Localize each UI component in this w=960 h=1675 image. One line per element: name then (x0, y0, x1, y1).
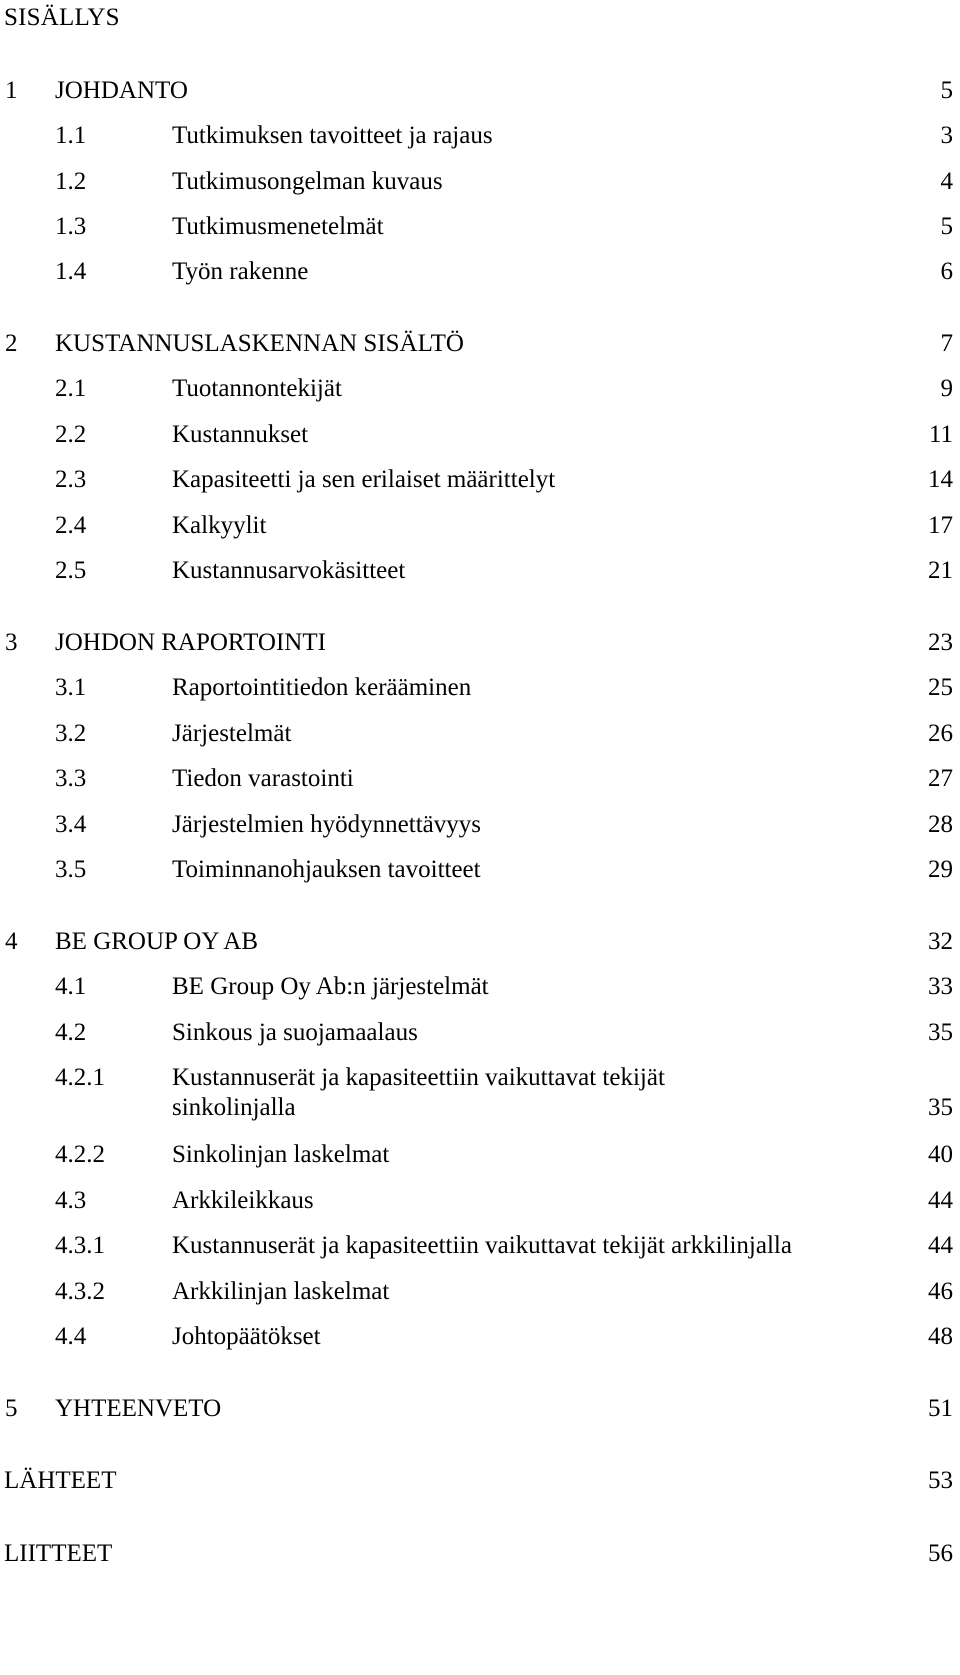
toc-entry-label: Kapasiteetti ja sen erilaiset määrittelyt (172, 466, 556, 493)
toc-entry-label-continued: sinkolinjalla (172, 1094, 296, 1121)
toc-entry-page: 9 (940, 375, 953, 402)
toc-entry-number: 4.2.1 (55, 1064, 105, 1091)
toc-entry-page: 14 (928, 466, 953, 493)
toc-entry-page: 26 (928, 720, 953, 747)
toc-title: SISÄLLYS (4, 4, 120, 31)
toc-entry-label: JOHDANTO (55, 77, 188, 104)
toc-entry-label: YHTEENVETO (55, 1395, 222, 1422)
toc-entry-page: 4 (940, 168, 953, 195)
toc-entry-number: 2.5 (55, 557, 87, 584)
toc-entry-label: Tuotannontekijät (172, 375, 342, 402)
toc-entry-number: 3.1 (55, 674, 87, 701)
toc-entry-page: 56 (928, 1540, 953, 1567)
toc-entry-number: 2.4 (55, 512, 87, 539)
toc-entry-number: 3.5 (55, 856, 87, 883)
toc-entry-number: 1.3 (55, 213, 87, 240)
toc-entry-label: Arkkileikkaus (172, 1187, 314, 1214)
toc-entry-label: KUSTANNUSLASKENNAN SISÄLTÖ (55, 330, 464, 357)
toc-entry-page: 23 (928, 629, 953, 656)
toc-entry-page: 32 (928, 928, 953, 955)
toc-entry-label: Johtopäätökset (172, 1323, 321, 1350)
toc-entry-number: 4.3 (55, 1187, 87, 1214)
toc-entry-label: JOHDON RAPORTOINTI (55, 629, 326, 656)
toc-entry-number: 4.2 (55, 1019, 87, 1046)
toc-entry-number: 1.4 (55, 258, 87, 285)
toc-entry-number: 3.2 (55, 720, 87, 747)
toc-entry-page: 46 (928, 1278, 953, 1305)
toc-entry-page: 33 (928, 973, 953, 1000)
toc-entry-number: 5 (5, 1395, 18, 1422)
toc-entry-page: 44 (928, 1232, 953, 1259)
toc-entry-number: 2 (5, 330, 18, 357)
toc-entry-label: Järjestelmät (172, 720, 292, 747)
toc-entry-label: Järjestelmien hyödynnettävyys (172, 811, 481, 838)
toc-entry-page: 5 (940, 77, 953, 104)
toc-entry-page: 53 (928, 1467, 953, 1494)
toc-entry-number: 4 (5, 928, 18, 955)
toc-entry-label: Kustannuserät ja kapasiteettiin vaikuttavat tekijät arkkilinjalla (172, 1232, 792, 1259)
toc-entry-page: 28 (928, 811, 953, 838)
toc-entry-page: 6 (940, 258, 953, 285)
toc-entry-label: Kustannukset (172, 421, 309, 448)
toc-entry-page: 21 (928, 557, 953, 584)
toc-entry-page: 17 (928, 512, 953, 539)
toc-entry-page: 11 (928, 421, 953, 448)
toc-entry-number: 1.2 (55, 168, 87, 195)
toc-entry-label: BE Group Oy Ab:n järjestelmät (172, 973, 489, 1000)
toc-entry-label: Sinkous ja suojamaalaus (172, 1019, 418, 1046)
toc-entry-page: 40 (928, 1141, 953, 1168)
toc-entry-page: 48 (928, 1323, 953, 1350)
toc-entry-number: 2.2 (55, 421, 87, 448)
toc-entry-number: 4.1 (55, 973, 87, 1000)
toc-entry-page: 7 (940, 330, 953, 357)
toc-entry-page: 44 (928, 1187, 953, 1214)
toc-entry-number: 2.1 (55, 375, 87, 402)
toc-entry-page: 25 (928, 674, 953, 701)
toc-entry-label: Tiedon varastointi (172, 765, 354, 792)
toc-entry-page: 35 (928, 1019, 953, 1046)
toc-entry-label: Kustannuserät ja kapasiteettiin vaikuttavat tekijät (172, 1064, 665, 1091)
toc-entry-number: 4.3.2 (55, 1278, 105, 1305)
toc-entry-label: Raportointitiedon kerääminen (172, 674, 472, 701)
toc-entry-label: Toiminnanohjauksen tavoitteet (172, 856, 481, 883)
toc-entry-number: 4.4 (55, 1323, 87, 1350)
toc-entry-label: Kustannusarvokäsitteet (172, 557, 406, 584)
toc-entry-number: 4.2.2 (55, 1141, 105, 1168)
toc-entry-label: Työn rakenne (172, 258, 309, 285)
toc-entry-number: 2.3 (55, 466, 87, 493)
toc-entry-number: 1.1 (55, 122, 87, 149)
toc-entry-number: 3.3 (55, 765, 87, 792)
toc-entry-label: Sinkolinjan laskelmat (172, 1141, 390, 1168)
toc-entry-page: 3 (940, 122, 953, 149)
toc-entry-number: 3 (5, 629, 18, 656)
toc-entry-label: Tutkimusongelman kuvaus (172, 168, 443, 195)
toc-entry-label: Tutkimusmenetelmät (172, 213, 384, 240)
toc-entry-number: 3.4 (55, 811, 87, 838)
toc-entry-page: 35 (928, 1094, 953, 1121)
toc-entry-label: Tutkimuksen tavoitteet ja rajaus (172, 122, 493, 149)
toc-entry-label: LÄHTEET (4, 1467, 117, 1494)
toc-entry-page: 51 (928, 1395, 953, 1422)
toc-entry-page: 27 (928, 765, 953, 792)
toc-entry-page: 29 (928, 856, 953, 883)
toc-entry-number: 1 (5, 77, 18, 104)
toc-entry-label: LIITTEET (4, 1540, 113, 1567)
toc-entry-label: Kalkyylit (172, 512, 267, 539)
toc-entry-label: BE GROUP OY AB (55, 928, 259, 955)
toc-entry-label: Arkkilinjan laskelmat (172, 1278, 390, 1305)
toc-entry-number: 4.3.1 (55, 1232, 105, 1259)
toc-entry-page: 5 (940, 213, 953, 240)
